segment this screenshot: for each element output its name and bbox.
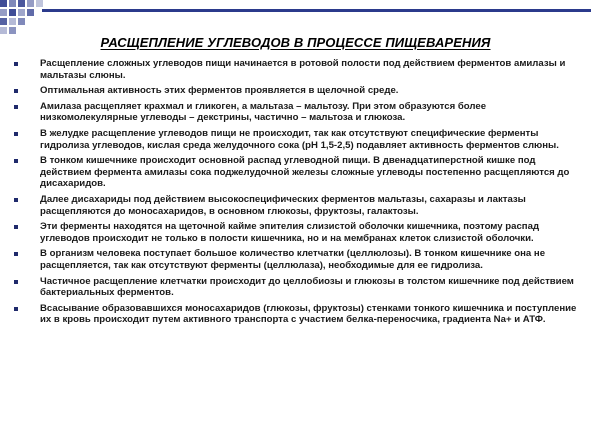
square-bullet-icon <box>14 198 18 202</box>
list-item-text: В желудке расщепление углеводов пищи не происходит, так как отсутствуют специфические ферменты гидролиза углеводов, кислая среда желудочного сока (рН 1,5-2,5) подавляет активность ферментов слюны. <box>40 127 559 151</box>
list-item-text: Всасывание образовавшихся моносахаридов (глюкозы, фруктозы) стенками тонкого кишечника и поступление их в кровь происходит путем активного транспорта с участием белка-переносчика, градиента Na+ и АТФ. <box>40 302 577 326</box>
list-item <box>12 303 584 326</box>
list-item <box>12 248 584 271</box>
list-item <box>12 101 584 124</box>
list-item-text: Далее дисахариды под действием высокоспецифических ферментов мальтазы, сахаразы и лактазы расщепляются до моносахаридов, в основном глюкозы, фруктозы, галактозы. <box>40 193 526 217</box>
header-decoration <box>0 0 591 40</box>
list-item <box>12 276 584 299</box>
square-bullet-icon <box>14 105 18 109</box>
square-bullet-icon <box>14 280 18 284</box>
list-item <box>12 128 584 151</box>
list-item-text: В тонком кишечнике происходит основной распад углеводной пищи. В двенадцатиперстной кишке под действием фермента амилазы сока поджелудочной железы сложные углеводы постепенно расщепляются до дисахаридов. <box>40 155 570 190</box>
list-item-text: В организм человека поступает большое количество клетчатки (целлюлозы). В тонком кишечнике она не расщепляется, так как отсутствуют ферменты (целлюлаза), необходимые для ее гидролиза. <box>40 248 546 271</box>
list-item <box>12 85 584 97</box>
list-item-text: Оптимальная активность этих ферментов проявляется в щелочной среде. <box>40 85 399 97</box>
list-item <box>12 58 584 81</box>
square-bullet-icon <box>14 132 18 136</box>
square-bullet-icon <box>14 307 18 311</box>
square-bullet-icon <box>14 252 18 256</box>
square-bullet-icon <box>14 89 18 93</box>
list-item <box>12 155 584 190</box>
list-item-text: Эти ферменты находятся на щеточной кайме эпителия слизистой оболочки кишечника, поэтому распад углеводов происходит не только в полости кишечника, но и на мембранах клеток слизистой оболочки. <box>40 221 540 244</box>
square-bullet-icon <box>14 225 18 229</box>
list-item-text: Амилаза расщепляет крахмал и гликоген, а мальтаза – мальтозу. При этом образуются более низкомолекулярные углеводы – декстрины, частично – мальтоза и глюкоза. <box>40 100 487 124</box>
list-item-text: Расщепление сложных углеводов пищи начинается в ротовой полости под действием ферментов амилазы и мальтазы слюны. <box>40 58 566 81</box>
slide-title: РАСЩЕПЛЕНИЕ УГЛЕВОДОВ В ПРОЦЕССЕ ПИЩЕВАРЕНИЯ <box>100 35 491 50</box>
square-bullet-icon <box>14 62 18 66</box>
bullet-list <box>12 58 584 330</box>
list-item <box>12 194 584 217</box>
list-item-text: Частичное расщепление клетчатки происходит до целлобиозы и глюкозы в толстом кишечнике под действием бактериальных ферментов. <box>40 275 574 299</box>
square-bullet-icon <box>14 159 18 163</box>
list-item <box>12 221 584 244</box>
